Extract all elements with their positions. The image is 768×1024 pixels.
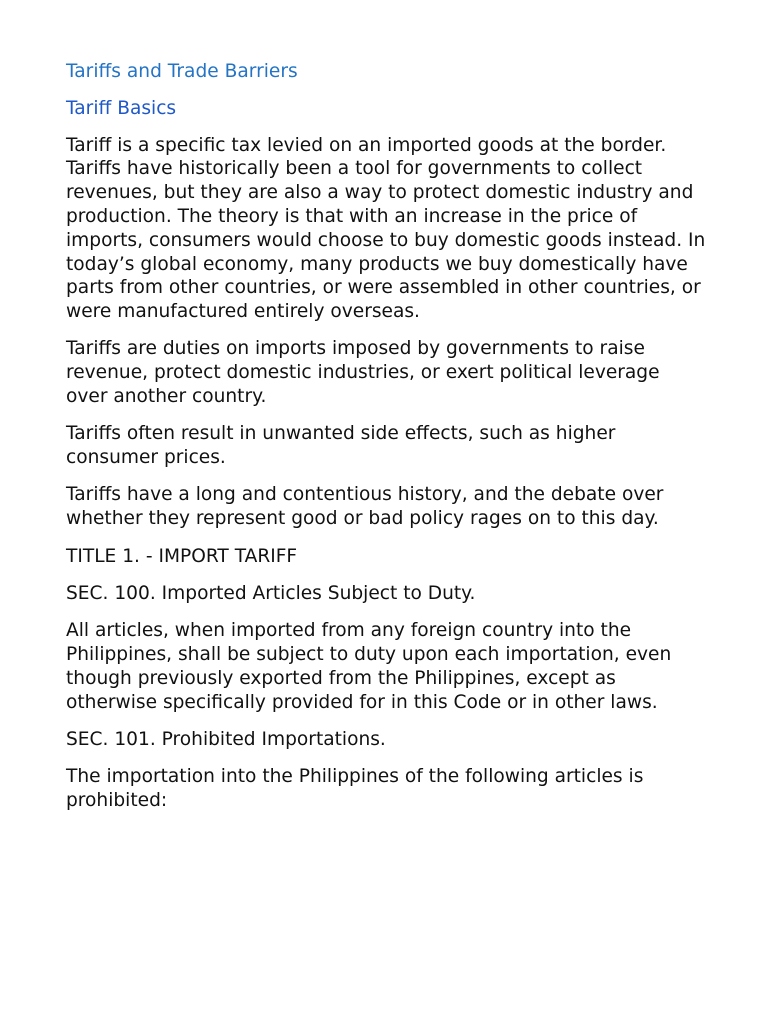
paragraph-side-effects: Tariffs often result in unwanted side effects, such as higher consumer prices. (66, 423, 616, 469)
section-heading: Tariff Basics (66, 97, 177, 119)
section-100-heading: SEC. 100. Imported Articles Subject to Duty. (66, 582, 476, 604)
paragraph-history: Tariffs have a long and contentious history, and the debate over whether they represent good or bad policy rages on to this day. (66, 484, 664, 530)
title-import-tariff: TITLE 1. - IMPORT TARIFF (66, 545, 298, 567)
section-100-text: All articles, when imported from any foreign country into the Philippines, shall be subject to duty upon each importation, even though previously exported from the Philippines, except as otherwise specifically provided for in this Code or in other laws. (66, 620, 672, 713)
paragraph-tariff-duties: Tariffs are duties on imports imposed by governments to raise revenue, protect domestic industries, or exert political leverage over another country. (66, 338, 660, 408)
section-101-text: The importation into the Philippines of the following articles is prohibited: (66, 766, 644, 811)
section-101-heading: SEC. 101. Prohibited Importations. (66, 728, 386, 750)
document-body (66, 60, 706, 826)
document-title: Tariffs and Trade Barriers (66, 61, 298, 82)
paragraph-tariff-definition: Tariff is a specific tax levied on an imported goods at the border. Tariffs have historically been a tool for governments to collect revenues, but they are also a way to protect domestic industry and production. The theory is that with an increase in the price of imports, consumers would choose to buy domestic goods instead. In today’s global economy, many products we buy domestically have parts from other countries, or were assembled in other countries, or were manufactured entirely overseas. (66, 134, 706, 323)
